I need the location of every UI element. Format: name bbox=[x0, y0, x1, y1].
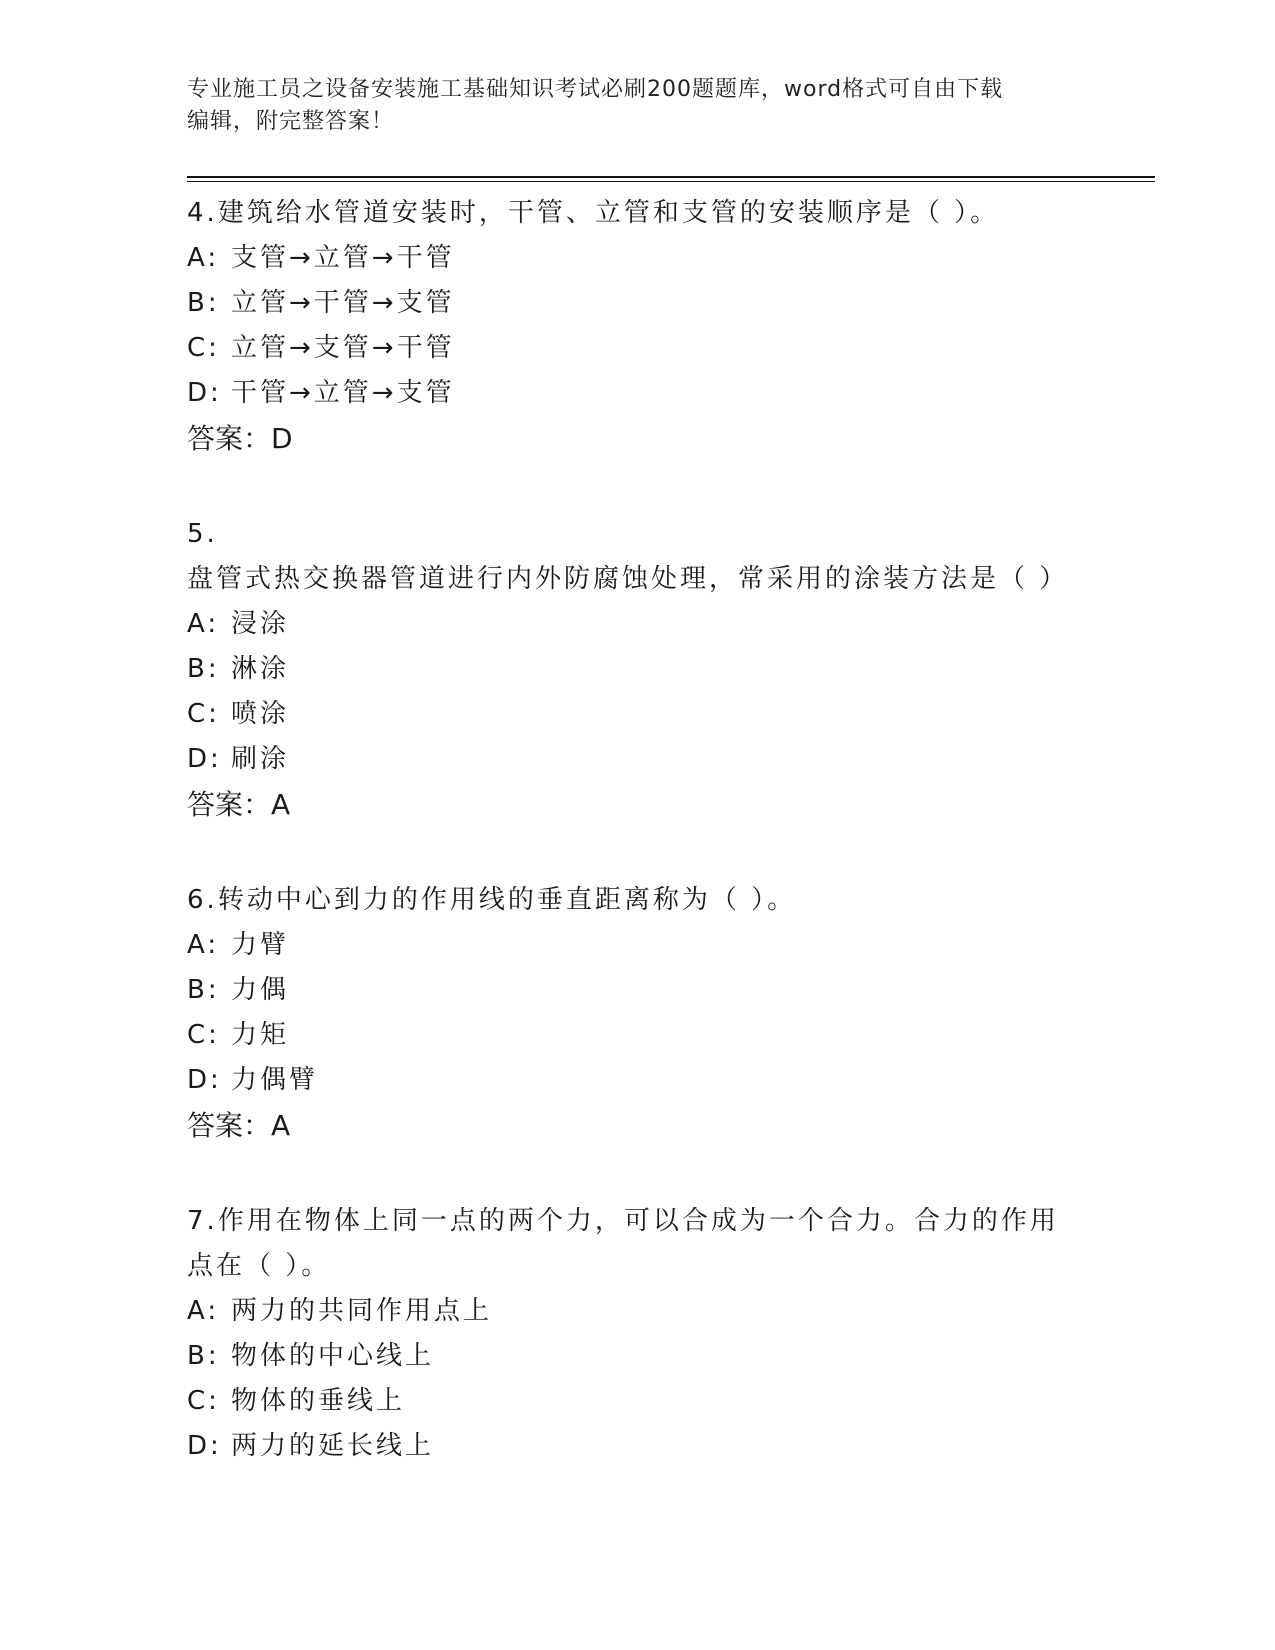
question-6 bbox=[187, 878, 1087, 1149]
option-text: 立管→支管→干管 bbox=[231, 333, 455, 363]
option-text: 刷涂 bbox=[231, 744, 290, 774]
option-key: B: bbox=[187, 288, 220, 318]
option-a bbox=[187, 923, 1087, 968]
option-key: B: bbox=[187, 654, 220, 684]
header-divider-thick bbox=[187, 176, 1155, 178]
option-text: 物体的中心线上 bbox=[231, 1341, 435, 1371]
option-key: A: bbox=[187, 243, 220, 273]
question-text bbox=[187, 512, 1087, 602]
option-text: 力臂 bbox=[231, 930, 290, 960]
option-d bbox=[187, 1424, 1087, 1469]
document-header bbox=[187, 74, 1067, 138]
option-key: A: bbox=[187, 1296, 220, 1326]
option-c bbox=[187, 692, 1087, 737]
question-5 bbox=[187, 512, 1087, 828]
option-key: A: bbox=[187, 609, 220, 639]
option-text: 喷涂 bbox=[231, 699, 290, 729]
answer-line: 答案：A bbox=[187, 1109, 291, 1142]
option-a bbox=[187, 1289, 1087, 1334]
option-c bbox=[187, 326, 1087, 371]
option-text: 立管→干管→支管 bbox=[231, 288, 455, 318]
question-text bbox=[187, 878, 1087, 923]
option-text: 物体的垂线上 bbox=[231, 1386, 406, 1416]
option-key: B: bbox=[187, 975, 220, 1005]
option-text: 淋涂 bbox=[231, 654, 290, 684]
option-text: 浸涂 bbox=[231, 609, 290, 639]
option-key: C: bbox=[187, 699, 220, 729]
option-d bbox=[187, 737, 1087, 782]
option-d bbox=[187, 371, 1087, 416]
question-body: 建筑给水管道安装时，干管、立管和支管的安装顺序是（ ）。 bbox=[217, 198, 1000, 228]
option-b bbox=[187, 1334, 1087, 1379]
option-key: D: bbox=[187, 378, 222, 408]
question-body: 作用在物体上同一点的两个力，可以合成为一个合力。合力的作用点在（ ）。 bbox=[187, 1206, 1059, 1281]
header-line-2: 编辑，附完整答案！ bbox=[187, 109, 395, 134]
answer-line: 答案：A bbox=[187, 788, 291, 821]
question-text bbox=[187, 191, 1087, 236]
option-key: D: bbox=[187, 1065, 222, 1095]
question-number: 7. bbox=[187, 1206, 218, 1236]
question-4 bbox=[187, 191, 1087, 462]
question-number: 6. bbox=[187, 885, 218, 915]
question-text bbox=[187, 1199, 1087, 1289]
option-key: D: bbox=[187, 744, 222, 774]
option-text: 干管→立管→支管 bbox=[231, 378, 455, 408]
option-key: B: bbox=[187, 1341, 220, 1371]
option-c bbox=[187, 1013, 1087, 1058]
option-a bbox=[187, 602, 1087, 647]
question-body: 转动中心到力的作用线的垂直距离称为（ ）。 bbox=[217, 885, 797, 915]
option-b bbox=[187, 647, 1087, 692]
option-a bbox=[187, 236, 1087, 281]
question-list bbox=[187, 191, 1087, 1519]
option-key: D: bbox=[187, 1431, 222, 1461]
option-d bbox=[187, 1058, 1087, 1103]
answer-line: 答案：D bbox=[187, 422, 293, 455]
question-body: 盘管式热交换器管道进行内外防腐蚀处理，常采用的涂装方法是（ ） bbox=[187, 564, 1069, 594]
option-c bbox=[187, 1379, 1087, 1424]
option-key: C: bbox=[187, 1386, 220, 1416]
header-divider-thin bbox=[187, 181, 1155, 182]
option-text: 两力的共同作用点上 bbox=[231, 1296, 493, 1326]
option-text: 两力的延长线上 bbox=[231, 1431, 435, 1461]
question-number: 5. bbox=[187, 519, 218, 549]
header-line-1: 专业施工员之设备安装施工基础知识考试必刷200题题库，word格式可自由下载 bbox=[187, 77, 1004, 102]
option-b bbox=[187, 968, 1087, 1013]
option-key: C: bbox=[187, 333, 220, 363]
option-text: 力偶 bbox=[231, 975, 290, 1005]
question-number: 4. bbox=[187, 198, 218, 228]
option-key: C: bbox=[187, 1020, 220, 1050]
option-text: 力矩 bbox=[231, 1020, 290, 1050]
option-key: A: bbox=[187, 930, 220, 960]
option-text: 支管→立管→干管 bbox=[231, 243, 455, 273]
option-text: 力偶臂 bbox=[231, 1065, 319, 1095]
question-7 bbox=[187, 1199, 1087, 1469]
option-b bbox=[187, 281, 1087, 326]
